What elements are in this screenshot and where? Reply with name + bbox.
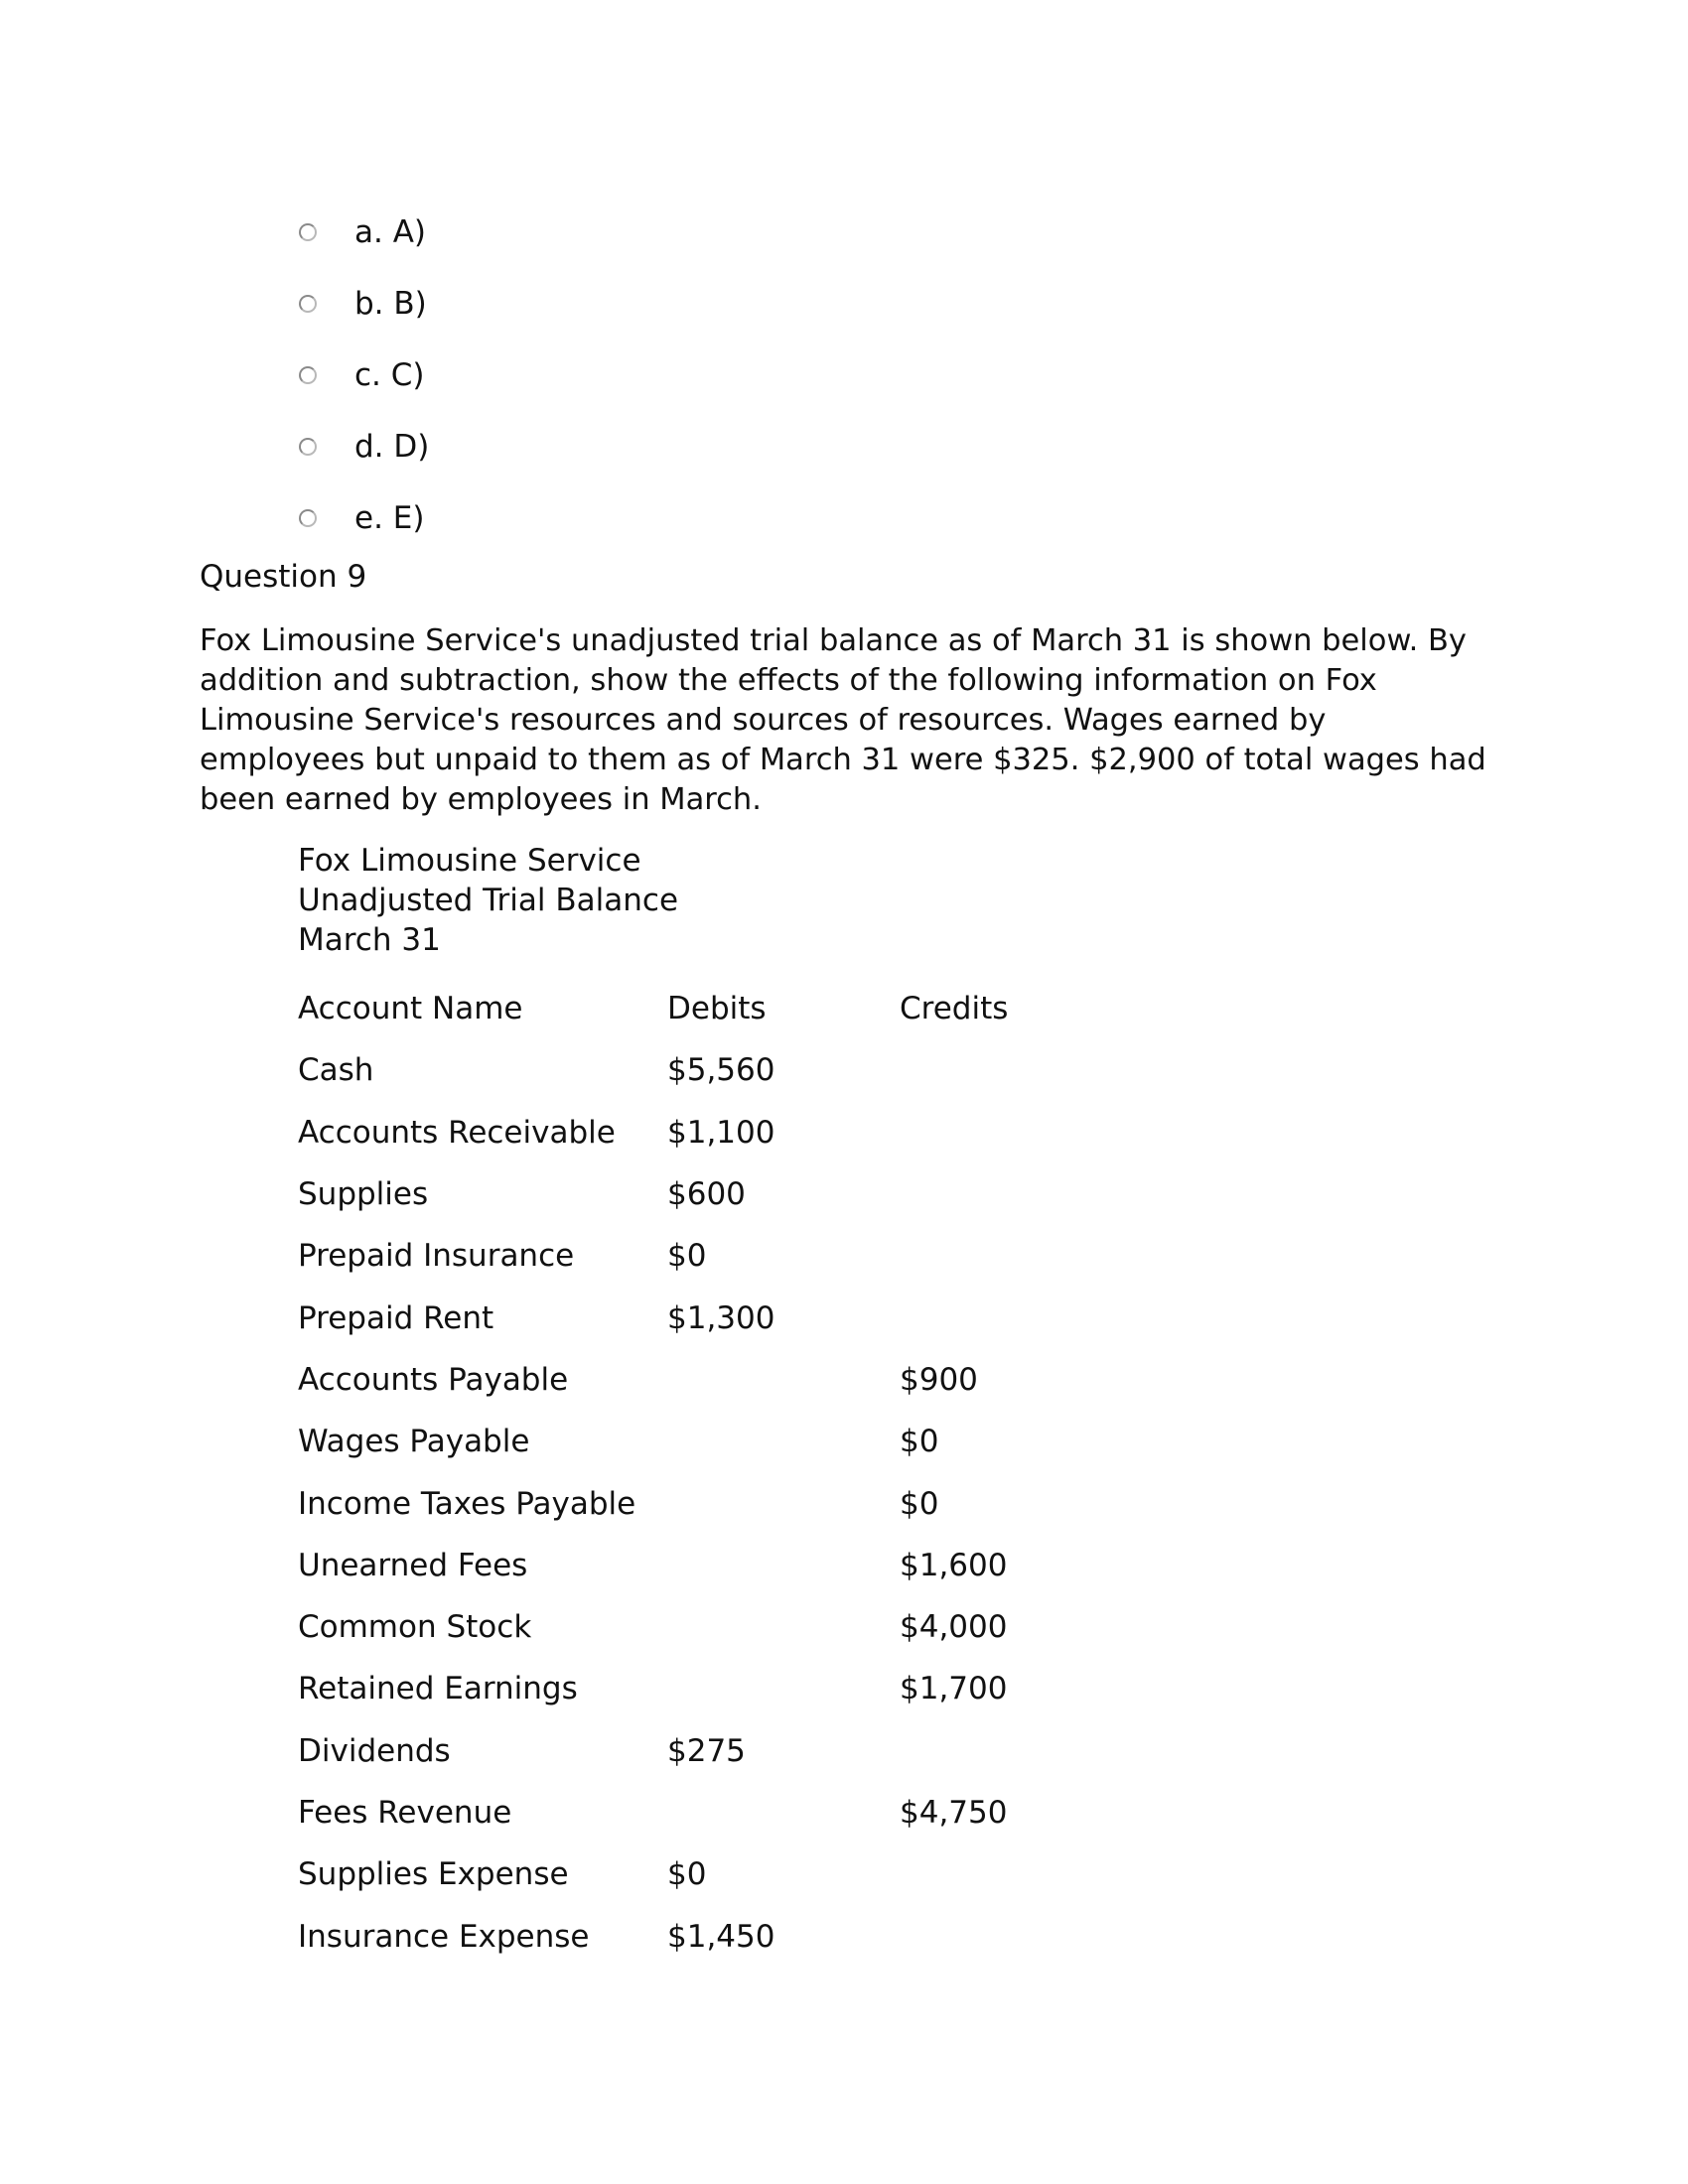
account-name: Fees Revenue xyxy=(298,1795,512,1831)
debit-amount xyxy=(667,1349,900,1411)
credit-amount xyxy=(900,1039,1098,1101)
account-name: Prepaid Insurance xyxy=(298,1238,575,1275)
credit-amount xyxy=(900,1102,1098,1163)
option-label: E) xyxy=(392,500,425,536)
table-row xyxy=(298,1596,1098,1658)
table-row xyxy=(298,1225,1098,1287)
account-name: Income Taxes Payable xyxy=(298,1485,636,1522)
credit-amount xyxy=(900,1843,1098,1905)
radio-button-icon[interactable] xyxy=(299,438,317,456)
option-letter: c. xyxy=(354,357,381,393)
credit-amount xyxy=(900,1905,1098,1967)
table-header-row xyxy=(298,978,1098,1039)
credit-amount: $0 xyxy=(900,1485,939,1522)
account-name: Insurance Expense xyxy=(298,1918,590,1955)
credit-amount: $900 xyxy=(900,1361,978,1398)
account-name: Accounts Receivable xyxy=(298,1114,616,1151)
option-c[interactable] xyxy=(299,340,429,411)
credit-amount: $1,700 xyxy=(900,1671,1008,1707)
account-name-header: Account Name xyxy=(298,991,523,1027)
option-label: D) xyxy=(393,429,430,465)
account-name: Dividends xyxy=(298,1732,451,1769)
account-name: Cash xyxy=(298,1052,374,1089)
question-text: Fox Limousine Service's unadjusted trial balance as of March 31 is shown below. By addition and subtraction, show the effects of the following information on Fox Limousine Service's resources and sources of resources. Wages earned by employees but unpaid to them as of March 31 were $325. $2,900 of total wages had been earned by employees in March. xyxy=(200,623,1486,817)
table-row xyxy=(298,1349,1098,1411)
radio-button-icon[interactable] xyxy=(299,366,317,384)
debit-amount: $1,100 xyxy=(667,1114,775,1151)
option-label: C) xyxy=(390,357,425,393)
debit-amount: $5,560 xyxy=(667,1052,775,1089)
credit-amount xyxy=(900,1163,1098,1225)
table-row xyxy=(298,1782,1098,1843)
table-row xyxy=(298,1039,1098,1101)
trial-balance-heading xyxy=(298,841,678,960)
option-b[interactable] xyxy=(299,268,429,340)
account-name: Unearned Fees xyxy=(298,1547,528,1583)
account-name: Common Stock xyxy=(298,1609,532,1646)
account-name: Accounts Payable xyxy=(298,1361,569,1398)
option-label: B) xyxy=(393,286,427,322)
credits-header: Credits xyxy=(900,991,1009,1027)
debit-amount: $600 xyxy=(667,1176,746,1213)
option-d[interactable] xyxy=(299,411,429,482)
table-row xyxy=(298,1905,1098,1967)
option-a[interactable] xyxy=(299,197,429,268)
credit-amount xyxy=(900,1287,1098,1348)
debit-amount: $1,300 xyxy=(667,1299,775,1336)
account-name: Supplies xyxy=(298,1176,429,1213)
statement-date: March 31 xyxy=(298,922,441,958)
debit-amount xyxy=(667,1782,900,1843)
answer-options xyxy=(299,197,429,554)
table-row xyxy=(298,1163,1098,1225)
debit-amount xyxy=(667,1596,900,1658)
debit-amount xyxy=(667,1535,900,1596)
credit-amount: $4,000 xyxy=(900,1609,1008,1646)
account-name: Retained Earnings xyxy=(298,1671,578,1707)
option-letter: e. xyxy=(354,500,383,536)
credit-amount: $0 xyxy=(900,1424,939,1460)
debit-amount xyxy=(667,1411,900,1472)
option-letter: d. xyxy=(354,429,384,465)
table-row xyxy=(298,1843,1098,1905)
debit-amount: $275 xyxy=(667,1732,746,1769)
credit-amount xyxy=(900,1720,1098,1782)
table-row xyxy=(298,1287,1098,1348)
table-row xyxy=(298,1658,1098,1719)
radio-button-icon[interactable] xyxy=(299,295,317,313)
radio-button-icon[interactable] xyxy=(299,223,317,241)
debit-amount xyxy=(667,1472,900,1534)
credit-amount: $4,750 xyxy=(900,1795,1008,1831)
company-name: Fox Limousine Service xyxy=(298,843,641,879)
account-name: Supplies Expense xyxy=(298,1856,569,1893)
account-name: Wages Payable xyxy=(298,1424,530,1460)
table-row xyxy=(298,1720,1098,1782)
credit-amount: $1,600 xyxy=(900,1547,1008,1583)
table-row xyxy=(298,1472,1098,1534)
option-e[interactable] xyxy=(299,482,429,554)
trial-balance-table xyxy=(298,978,1098,1968)
table-row xyxy=(298,1535,1098,1596)
debit-amount: $1,450 xyxy=(667,1918,775,1955)
account-name: Prepaid Rent xyxy=(298,1299,494,1336)
debit-amount xyxy=(667,1658,900,1719)
table-row xyxy=(298,1411,1098,1472)
option-letter: b. xyxy=(354,286,384,322)
option-letter: a. xyxy=(354,214,383,250)
option-label: A) xyxy=(392,214,427,250)
table-row xyxy=(298,1102,1098,1163)
question-title: Question 9 xyxy=(200,559,367,595)
statement-title: Unadjusted Trial Balance xyxy=(298,883,679,918)
radio-button-icon[interactable] xyxy=(299,509,317,527)
debits-header: Debits xyxy=(667,991,767,1027)
debit-amount: $0 xyxy=(667,1856,707,1893)
credit-amount xyxy=(900,1225,1098,1287)
debit-amount: $0 xyxy=(667,1238,707,1275)
